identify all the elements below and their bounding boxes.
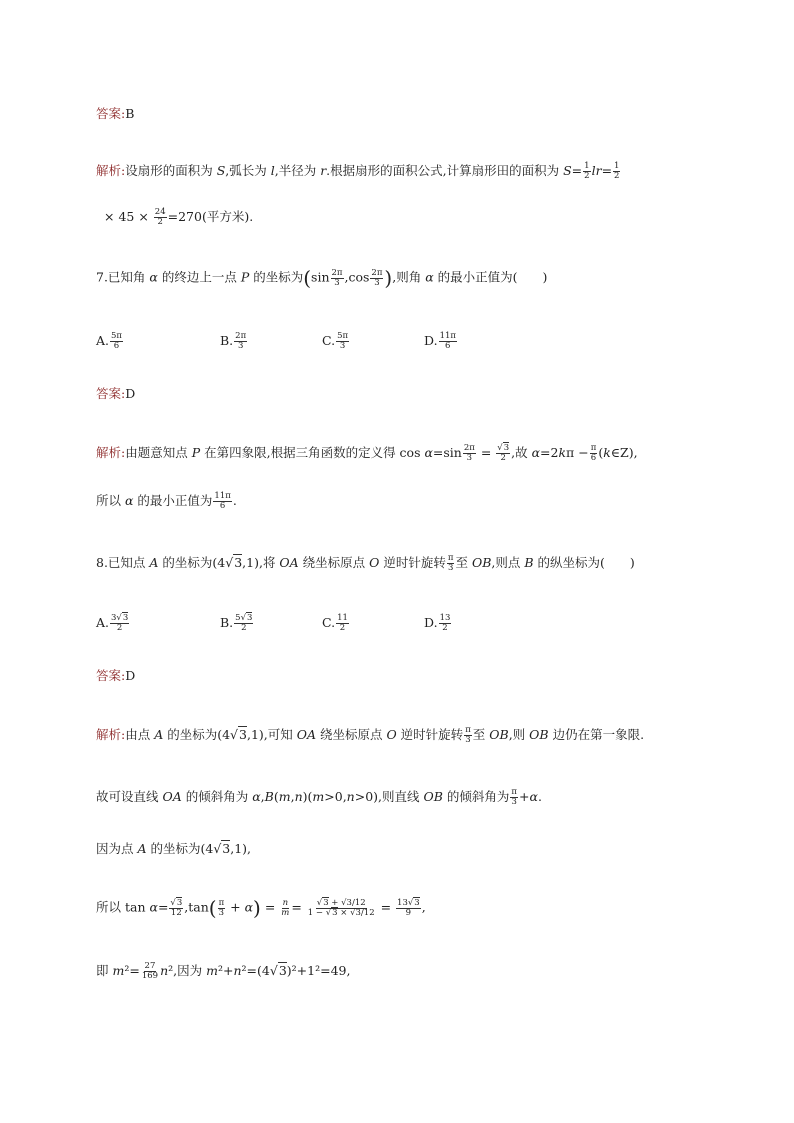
analysis-label: 解析: [96, 162, 126, 178]
q7-option-b[interactable]: B. $\frac{2\pi}{3}$ [220, 331, 247, 351]
analysis-label: 解析: [96, 444, 126, 460]
q8-analysis-line4: 所以 tan α= $\frac{√3}{12}$ ,tan( $\frac{\pi}{3}$ + α) = $\frac{n}{m}$ = $\frac{√3 + √3/12}{1 - √3 \times √3/12}$ = $\frac{13√3}{9}$ , [96, 896, 426, 920]
q6-analysis-line1: 解析:设扇形的面积为 S,弧长为 l,半径为 r.根据扇形的面积公式,计算扇形田的面积为 S= $\frac{1}{2}$ lr= $\frac{1}{2}$ [96, 161, 620, 181]
q7-analysis-line1: 解析:由题意知点 P 在第四象限,根据三角函数的定义得 cos α=sin $\frac{2\pi}{3}$ = $\frac{√3}{2}$ ,故 α=2kπ − $\frac{\pi}{6}$ (k∈Z), [96, 443, 638, 463]
q7-answer [96, 388, 135, 401]
answer-label: 答案: [96, 386, 126, 401]
q8-option-d[interactable]: D. $\frac{13}{2}$ [424, 613, 451, 633]
q6-answer [96, 108, 134, 121]
answer-value: D [125, 668, 136, 683]
q8-analysis-line5: 即 m²= $\frac{27}{169}$ n²,因为 m²+n²=(4√3)²+1²=49, [96, 961, 351, 981]
q8-option-b[interactable]: B. $\frac{5√3}{2}$ [220, 613, 253, 633]
q6-analysis-line2: × 45 × $\frac{24}{2}$ =270(平方米). [104, 207, 254, 227]
answer-value: D [125, 386, 136, 401]
q7-options [96, 332, 596, 356]
q8-stem: 8.已知点 A 的坐标为(4√3,1),将 OA 绕坐标原点 O 逆时针旋转 $\frac{\pi}{3}$ 至 OB,则点 B 的纵坐标为( ) [96, 553, 635, 573]
q7-stem: 7.已知角 α 的终边上一点 P 的坐标为(sin $\frac{2\pi}{3}$ ,cos $\frac{2\pi}{3}$ ),则角 α 的最小正值为( ) [96, 266, 548, 290]
analysis-label: 解析: [96, 726, 126, 742]
q8-options [96, 614, 596, 638]
q7-option-d[interactable]: D. $\frac{11\pi}{6}$ [424, 331, 456, 351]
q8-option-c[interactable]: C. $\frac{11}{2}$ [322, 613, 348, 633]
answer-label: 答案: [96, 668, 126, 683]
q7-option-c[interactable]: C. $\frac{5\pi}{3}$ [322, 331, 349, 351]
q8-analysis-line1: 解析:由点 A 的坐标为(4√3,1),可知 OA 绕坐标原点 O 逆时针旋转 $\frac{\pi}{3}$ 至 OB,则 OB 边仍在第一象限. [96, 725, 645, 745]
answer-value: B [125, 106, 135, 121]
answer-label: 答案: [96, 106, 126, 121]
q7-analysis-line2: 所以 α 的最小正值为 $\frac{11\pi}{6}$ . [96, 491, 237, 511]
q8-analysis-line2: 故可设直线 OA 的倾斜角为 α,B(m,n)(m>0,n>0),则直线 OB 的倾斜角为 $\frac{\pi}{3}$ +α. [96, 787, 542, 807]
q8-answer [96, 670, 135, 683]
q8-option-a[interactable]: A. $\frac{3√3}{2}$ [96, 613, 129, 633]
q8-analysis-line3: 因为点 A 的坐标为(4√3,1), [96, 841, 252, 856]
q7-option-a[interactable]: A. $\frac{5\pi}{6}$ [96, 331, 123, 351]
